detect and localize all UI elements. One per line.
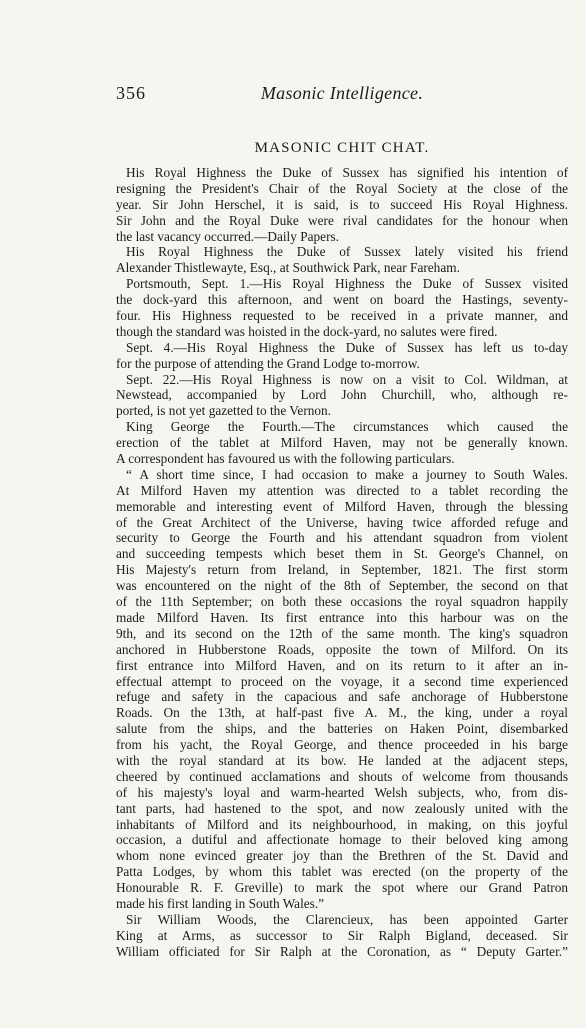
text-line: security to George the Fourth and his attendant squadron from violent — [116, 530, 568, 546]
text-line: occasion, a dutiful and affectionate homage to their beloved king among — [116, 832, 568, 848]
text-line: salute from the ships, and the batteries on Haken Point, disembarked — [116, 721, 568, 737]
text-line: four. His Highness requested to be received in a private manner, and — [116, 308, 568, 324]
text-line: made his first landing in South Wales.” — [116, 895, 325, 911]
text-line: tant parts, had hastened to the spot, and now zealously united with the — [116, 800, 568, 816]
text-line: effectual attempt to proceed on the voyage, it a second time experienced — [116, 673, 568, 689]
running-head — [116, 83, 568, 107]
text-line: and succeeding tempests which beset them in St. George's Channel, on — [116, 546, 568, 562]
text-line: Portsmouth, Sept. 1.—His Royal Highness the Duke of Sussex visited — [126, 276, 568, 292]
text-line: Sir William Woods, the Clarencieux, has been appointed Garter — [126, 911, 568, 927]
text-line: inhabitants of Milford and its neighbourhood, in making, on this joyful — [116, 816, 568, 832]
text-line: the dock-yard this afternoon, and went on board the Hastings, seventy- — [116, 292, 568, 308]
text-line: resigning the President's Chair of the Royal Society at the close of the — [116, 180, 568, 196]
text-line: for the purpose of attending the Grand Lodge to-morrow. — [116, 355, 420, 371]
text-line: whom none evinced greater joy than the Brethren of the St. David and — [116, 848, 568, 864]
text-line: Honourable R. F. Greville) to mark the spot where our Grand Patron — [116, 880, 568, 896]
text-line: anchored in Hubberstone Roads, opposite the town of Milford. On its — [116, 641, 568, 657]
page-number: 356 — [116, 83, 146, 103]
text-line: was encountered on the night of the 8th of September, the second on that — [116, 578, 568, 594]
text-line: King at Arms, as successor to Sir Ralph Bigland, deceased. Sir — [116, 927, 568, 943]
text-line: ported, is not yet gazetted to the Vernon. — [116, 403, 332, 419]
text-line: 9th, and its second on the 12th of the same month. The king's squadron — [116, 625, 568, 641]
text-line: Sir John and the Royal Duke were rival candidates for the honour when — [116, 212, 568, 228]
text-line: refuge and safety in the capacious and safe anchorage of Hubberstone — [116, 689, 568, 705]
text-line: of the 11th September; on both these occasions the royal squadron happily — [116, 594, 568, 610]
text-line: the last vacancy occurred.—Daily Papers. — [116, 228, 340, 244]
text-line: erection of the tablet at Milford Haven, may not be generally known. — [116, 435, 568, 451]
text-line: Sept. 4.—His Royal Highness the Duke of Sussex has left us to-day — [126, 339, 568, 355]
text-line: Newstead, accompanied by Lord John Churchill, who, although re- — [116, 387, 568, 403]
text-line: made Milford Haven. Its first entrance into this harbour was on the — [116, 609, 568, 625]
text-line: cheered by continued acclamations and shouts of welcome from thousands — [116, 768, 568, 784]
text-line: Patta Lodges, by whom this tablet was erected (on the property of the — [116, 864, 568, 880]
text-line: memorable and interesting event of Milford Haven, through the blessing — [116, 498, 568, 514]
text-line: with the royal standard at its bow. He landed at the adjacent steps, — [116, 752, 568, 768]
text-line: His Royal Highness the Duke of Sussex lately visited his friend — [126, 244, 568, 260]
text-line: His Royal Highness the Duke of Sussex has signified his intention of — [126, 165, 568, 180]
text-line: Alexander Thistlewayte, Esq., at Southwick Park, near Fareham. — [116, 260, 460, 276]
section-heading: MASONIC CHIT CHAT. — [254, 140, 430, 156]
text-line: Sept. 22.—His Royal Highness is now on a visit to Col. Wildman, at — [126, 371, 568, 387]
text-line: year. Sir John Herschel, it is said, is to succeed His Royal Highness. — [116, 196, 568, 212]
text-line: Roads. On the 13th, at half-past five A. M., the king, under a royal — [116, 705, 568, 721]
text-line: “ A short time since, I had occasion to make a journey to South Wales. — [126, 466, 568, 482]
text-line: from his yacht, the Royal George, and thence proceeded in his barge — [116, 737, 568, 753]
text-line: William officiated for Sir Ralph at the Coronation, as “ Deputy Garter.” — [116, 943, 568, 959]
article-body — [116, 165, 568, 960]
text-line: first entrance into Milford Haven, and on its return to it after an in- — [116, 657, 568, 673]
text-line: of his majesty's loyal and warm-hearted Welsh subjects, who, from dis- — [116, 784, 568, 800]
text-line: His Majesty's return from Ireland, in September, 1821. The first storm — [116, 562, 568, 578]
running-title: Masonic Intelligence. — [260, 83, 424, 103]
text-line: A correspondent has favoured us with the following particulars. — [116, 451, 455, 467]
text-line: of the Great Architect of the Universe, having twice afforded refuge and — [116, 514, 568, 530]
text-line: though the standard was hoisted in the dock-yard, no salutes were fired. — [116, 323, 498, 339]
text-line: King George the Fourth.—The circumstances which caused the — [126, 419, 568, 435]
text-line: At Milford Haven my attention was directed to a tablet recording the — [116, 482, 568, 498]
